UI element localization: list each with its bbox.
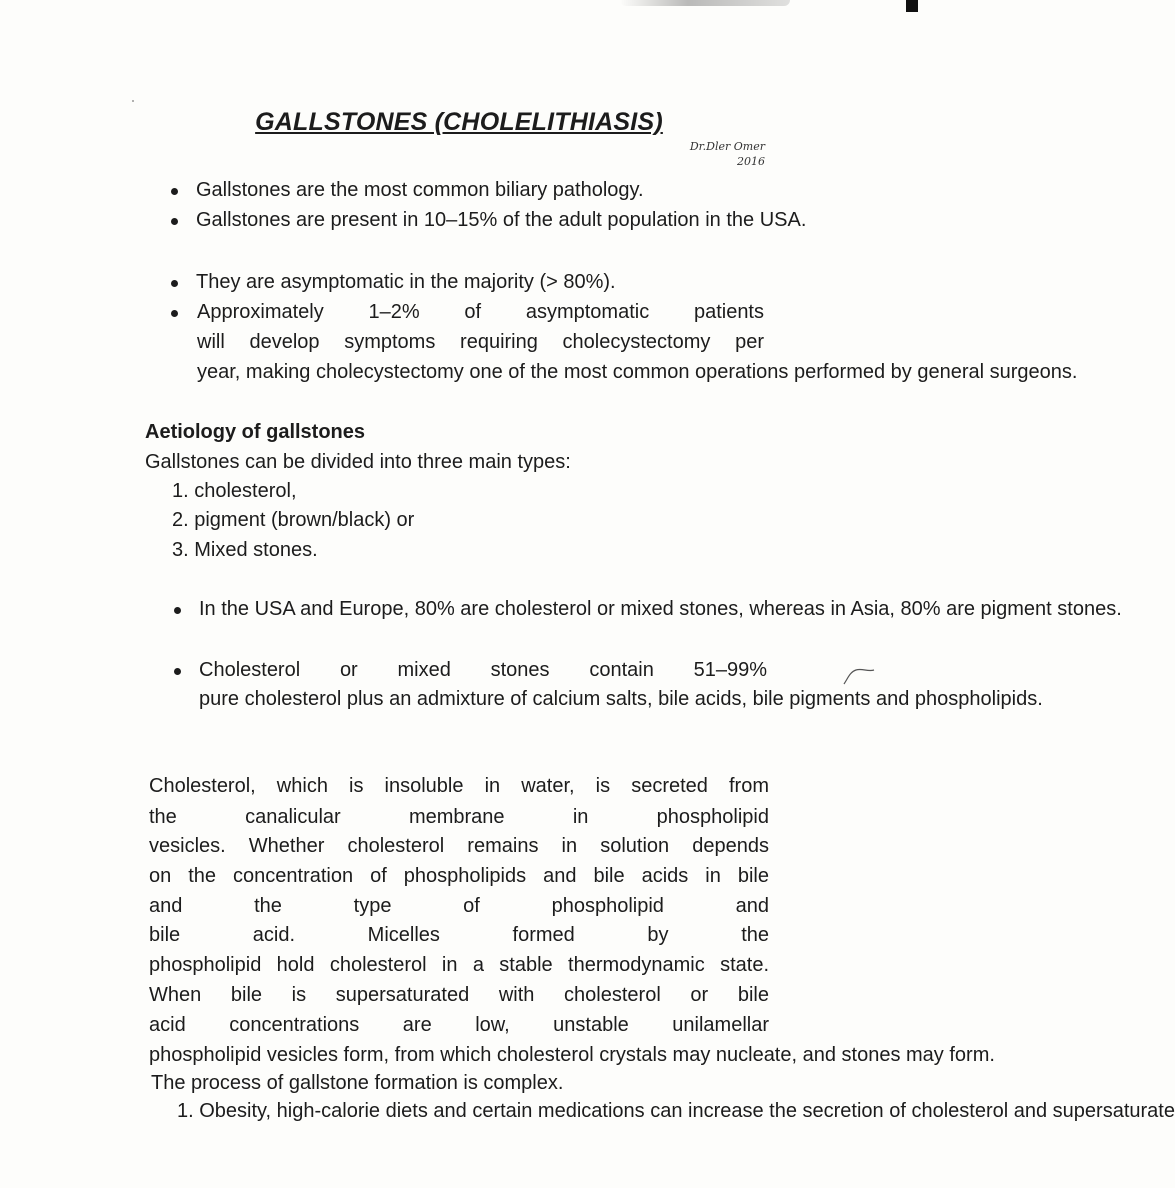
bullet-text: pure cholesterol plus an admixture of calcium salts, bile acids, bile pigments and phospholipids. bbox=[199, 688, 1043, 710]
paragraph-line: bile acid. Micelles formed by the bbox=[149, 924, 769, 946]
list-item: 2. pigment (brown/black) or bbox=[172, 509, 415, 531]
bullet-icon bbox=[174, 668, 181, 675]
scan-artifact bbox=[906, 0, 918, 12]
page-title: GALLSTONES (CHOLELITHIASIS) bbox=[255, 108, 663, 136]
bullet-text: will develop symptoms requiring cholecystectomy per bbox=[197, 331, 764, 353]
bullet-text: Gallstones are present in 10–15% of the adult population in the USA. bbox=[196, 209, 807, 231]
paragraph-line: phospholipid hold cholesterol in a stable thermodynamic state. bbox=[149, 954, 769, 976]
scan-artifact bbox=[620, 0, 790, 6]
list-item: 1. cholesterol, bbox=[172, 480, 297, 502]
pen-mark-icon bbox=[842, 664, 876, 688]
bullet-icon bbox=[174, 607, 181, 614]
bullet-text: They are asymptomatic in the majority (> 80%). bbox=[196, 271, 616, 293]
scan-artifact bbox=[132, 100, 134, 102]
section-lead: The process of gallstone formation is complex. bbox=[151, 1072, 564, 1094]
paragraph-line: and the type of phospholipid and bbox=[149, 895, 769, 917]
paragraph-line: vesicles. Whether cholesterol remains in solution depends bbox=[149, 835, 769, 857]
bullet-icon bbox=[171, 188, 178, 195]
bullet-icon bbox=[171, 310, 178, 317]
author-year: 2016 bbox=[737, 155, 765, 168]
paragraph-line: on the concentration of phospholipids and bile acids in bile bbox=[149, 865, 769, 887]
section-lead: Gallstones can be divided into three main types: bbox=[145, 451, 571, 473]
author-name: Dr.Dler Omer bbox=[689, 140, 765, 153]
section-heading: Aetiology of gallstones bbox=[145, 421, 366, 443]
bullet-icon bbox=[171, 218, 178, 225]
paragraph-line: acid concentrations are low, unstable unilamellar bbox=[149, 1014, 769, 1036]
bullet-text: Cholesterol or mixed stones contain 51–99% bbox=[199, 659, 767, 681]
list-item: 1. Obesity, high-calorie diets and certain medications can increase the secretion of cholesterol and supersaturate bbox=[177, 1100, 1175, 1122]
paragraph-line: phospholipid vesicles form, from which cholesterol crystals may nucleate, and stones may form. bbox=[149, 1044, 995, 1066]
paragraph-line: When bile is supersaturated with cholesterol or bile bbox=[149, 984, 769, 1006]
bullet-text: In the USA and Europe, 80% are cholesterol or mixed stones, whereas in Asia, 80% are pigment stones. bbox=[199, 598, 1122, 620]
bullet-text: Gallstones are the most common biliary pathology. bbox=[196, 179, 644, 201]
paragraph-line: the canalicular membrane in phospholipid bbox=[149, 806, 769, 828]
bullet-text: year, making cholecystectomy one of the most common operations performed by general surgeons. bbox=[197, 361, 1078, 383]
paragraph-line: Cholesterol, which is insoluble in water, is secreted from bbox=[149, 775, 769, 797]
bullet-text: Approximately 1–2% of asymptomatic patients bbox=[197, 301, 764, 323]
author-signature bbox=[690, 139, 765, 169]
bullet-icon bbox=[171, 280, 178, 287]
list-item: 3. Mixed stones. bbox=[172, 539, 318, 561]
